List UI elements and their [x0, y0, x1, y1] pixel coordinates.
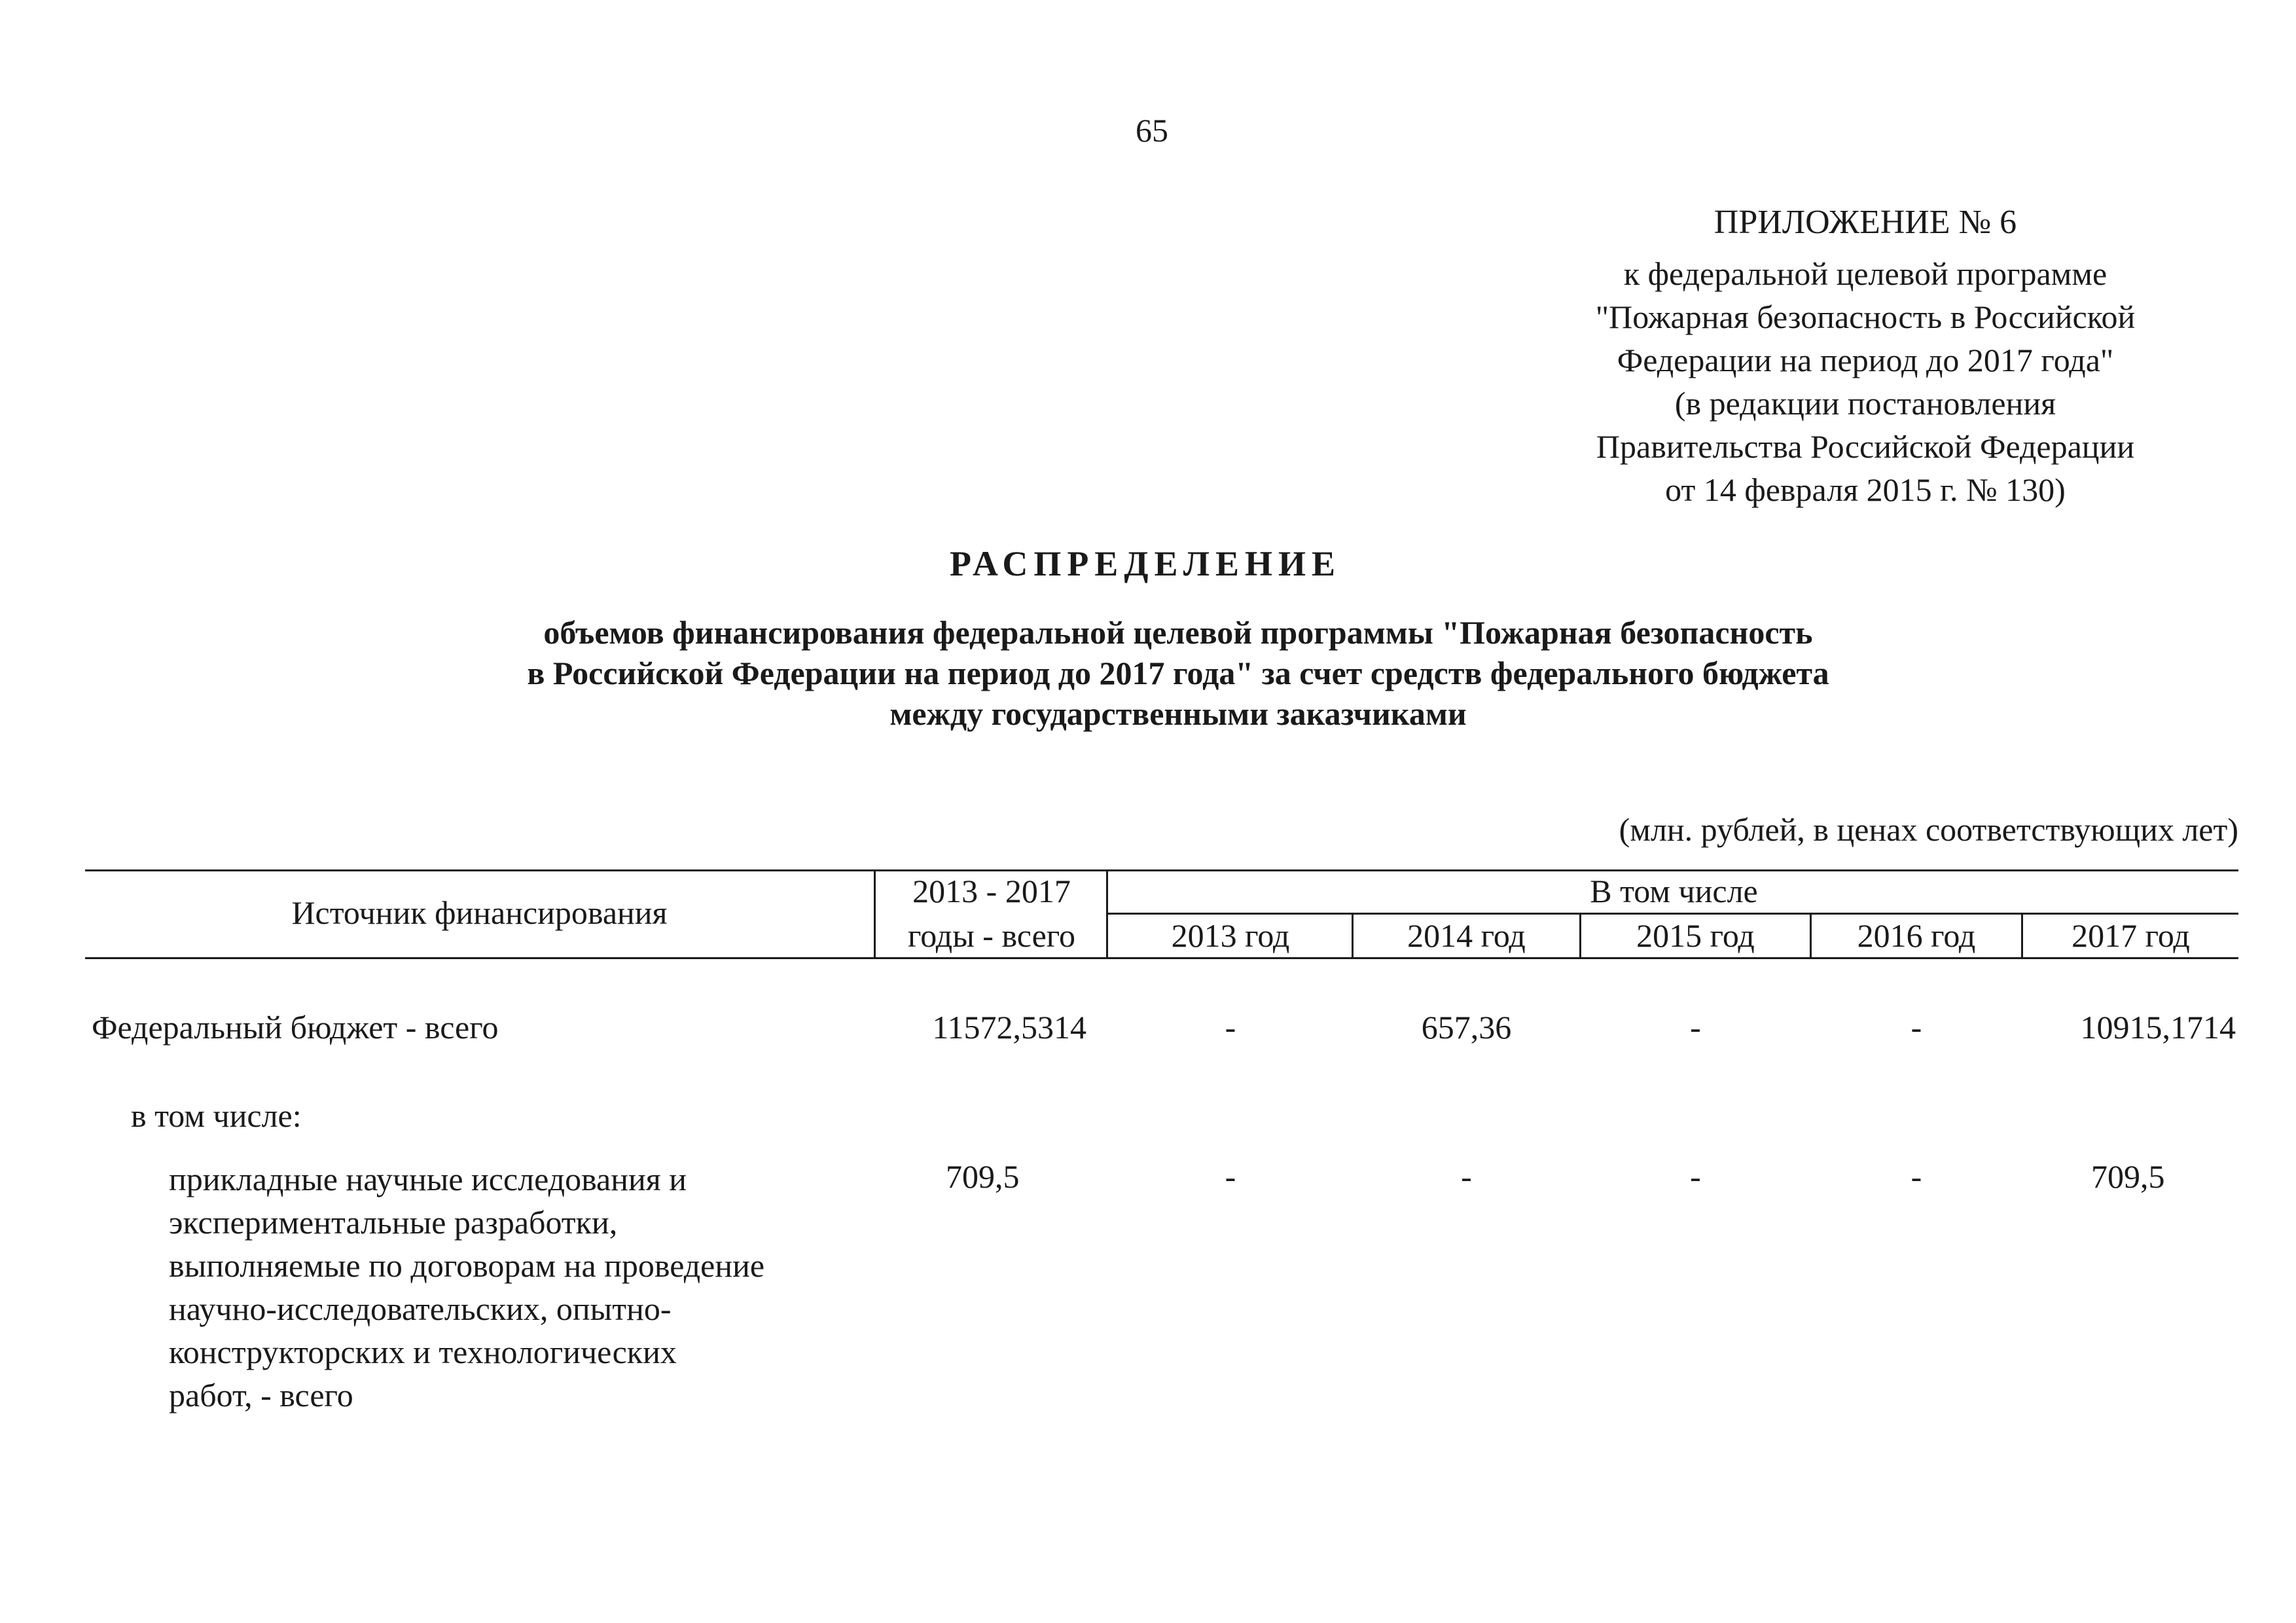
annex-title: ПРИЛОЖЕНИЕ № 6	[1713, 204, 2017, 241]
table-divider	[1106, 869, 1108, 958]
table-subheader-rule	[1106, 913, 2238, 915]
table-header-bottom-rule	[85, 957, 2238, 959]
row-value-2017: 709,5	[2091, 1158, 2165, 1195]
page-number: 65	[1136, 112, 1168, 149]
row-value-2013: -	[1225, 1158, 1236, 1195]
document-subtitle	[262, 612, 2094, 734]
row-value-2014: -	[1461, 1158, 1472, 1195]
annex-line: "Пожарная безопасность в Российской	[1595, 299, 2136, 335]
row-label-line: научно-исследовательских, опытно-	[169, 1290, 672, 1327]
table-top-rule	[85, 869, 2238, 871]
row-value-2017: 10915,1714	[2080, 1009, 2236, 1046]
row-value-2015: -	[1690, 1009, 1701, 1046]
header-source: Источник финансирования	[291, 894, 668, 931]
row-value-2016: -	[1910, 1158, 1922, 1195]
row-total: 11572,5314	[932, 1009, 1086, 1046]
annex-line: Федерации на период до 2017 года"	[1617, 342, 2114, 378]
table-divider	[874, 869, 876, 958]
row-label	[169, 1158, 876, 1417]
header-including: В том числе	[1590, 873, 1758, 909]
subtitle-line: в Российской Федерации на период до 2017 года" за счет средств федерального бюджета	[527, 655, 1829, 691]
header-year-2014: 2014 год	[1407, 917, 1526, 954]
row-label-line: прикладные научные исследования и	[169, 1161, 687, 1197]
header-year-2017: 2017 год	[2072, 917, 2190, 954]
row-label: Федеральный бюджет - всего	[92, 1009, 499, 1046]
row-label-line: экспериментальные разработки,	[169, 1204, 618, 1241]
header-year-2016: 2016 год	[1857, 917, 1976, 954]
annex-line: от 14 февраля 2015 г. № 130)	[1665, 471, 2066, 508]
row-label-line: работ, - всего	[169, 1377, 353, 1413]
document-title: РАСПРЕДЕЛЕНИЕ	[949, 544, 1342, 583]
row-value-2014: 657,36	[1421, 1009, 1512, 1046]
header-year-2013: 2013 год	[1171, 917, 1290, 954]
row-label: в том числе:	[131, 1097, 302, 1134]
row-value-2015: -	[1690, 1158, 1701, 1195]
units-note: (млн. рублей, в ценах соответствующих лет)	[1619, 811, 2238, 848]
row-value-2013: -	[1225, 1009, 1236, 1046]
header-total-line1: 2013 - 2017	[912, 873, 1071, 909]
subtitle-line: между государственными заказчиками	[889, 695, 1467, 732]
annex-line: к федеральной целевой программе	[1623, 255, 2108, 292]
header-total-line2: годы - всего	[907, 917, 1076, 954]
row-total: 709,5	[946, 1158, 1020, 1195]
row-value-2016: -	[1910, 1009, 1922, 1046]
row-label-line: конструкторских и технологических	[169, 1334, 677, 1370]
header-year-2015: 2015 год	[1636, 917, 1755, 954]
annex-line: (в редакции постановления	[1674, 385, 2056, 422]
annex-reference-block	[1440, 252, 2291, 511]
row-label-line: выполняемые по договорам на проведение	[169, 1247, 765, 1284]
annex-line: Правительства Российской Федерации	[1596, 428, 2135, 465]
subtitle-line: объемов финансирования федеральной целевой программы "Пожарная безопасность	[543, 614, 1813, 651]
